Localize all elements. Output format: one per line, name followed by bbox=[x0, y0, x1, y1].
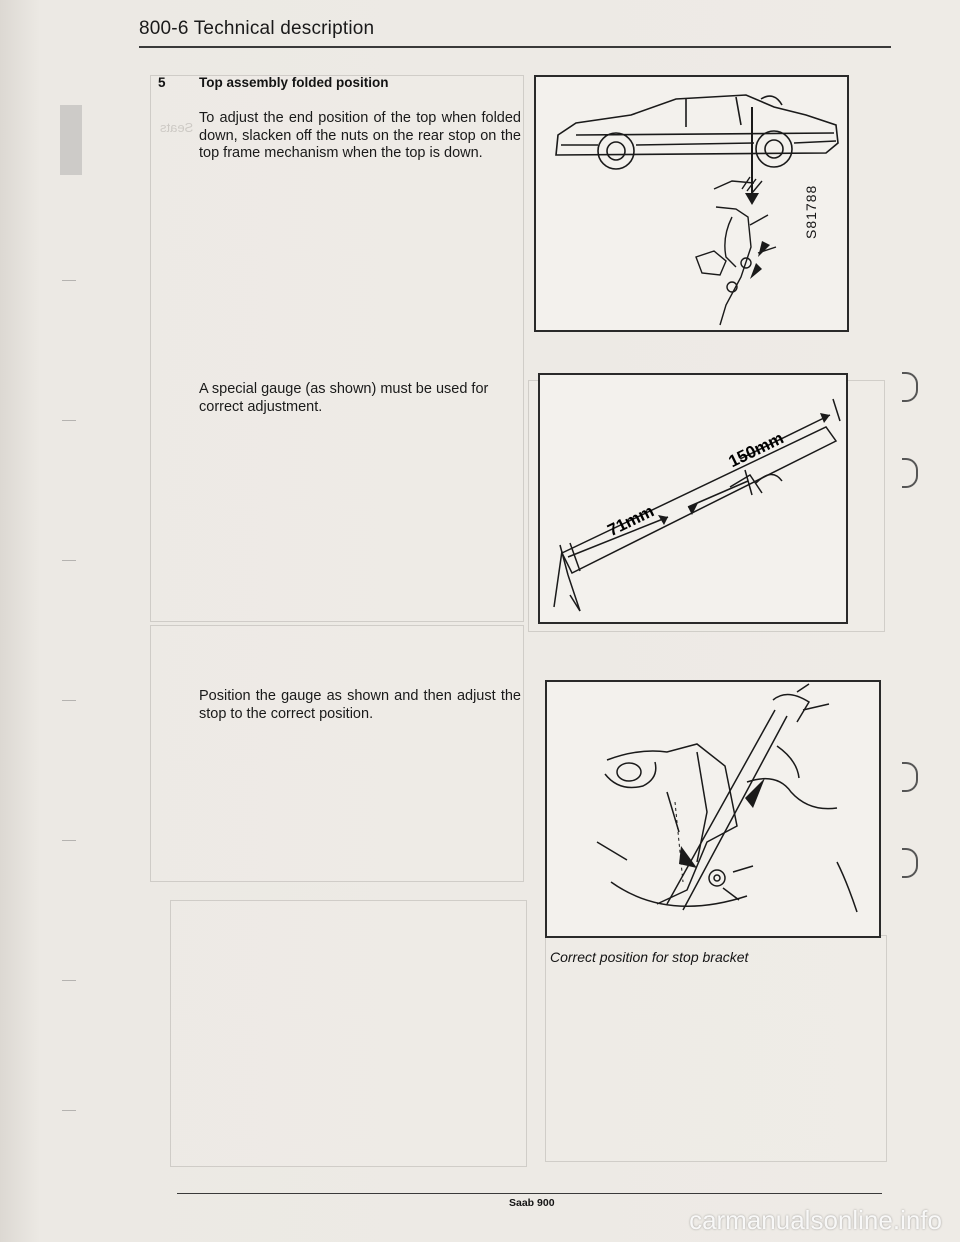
figure-code: S81788 bbox=[803, 184, 819, 239]
binder-mark bbox=[60, 105, 82, 175]
paragraph-special-gauge: A special gauge (as shown) must be used for correct adjustment. bbox=[199, 381, 489, 415]
figure-caption: Correct position for stop bracket bbox=[550, 949, 749, 965]
binder-clip bbox=[902, 372, 918, 402]
binder-tick bbox=[62, 980, 76, 981]
footer-rule bbox=[177, 1193, 882, 1194]
reverse-side-panel bbox=[545, 935, 887, 1162]
figure-gauge bbox=[538, 373, 848, 624]
binder-tick bbox=[62, 560, 76, 561]
watermark: carmanualsonline.info bbox=[689, 1205, 942, 1235]
reverse-side-panel bbox=[150, 625, 524, 882]
paragraph-position-gauge: Position the gauge as shown and then adjust the stop to the correct position. bbox=[199, 688, 521, 722]
binder-tick bbox=[62, 420, 76, 421]
gauge-label-71: 71mm bbox=[604, 501, 658, 541]
show-through-text: Seats bbox=[160, 120, 194, 135]
figure-stop-bracket bbox=[545, 680, 881, 938]
binder-clip bbox=[902, 762, 918, 792]
binder-tick bbox=[62, 700, 76, 701]
figure-car-top-folded bbox=[534, 75, 849, 332]
reverse-side-panel bbox=[170, 900, 527, 1167]
section-number: 5 bbox=[158, 75, 166, 90]
page-header-title: 800-6 Technical description bbox=[139, 18, 375, 39]
footer-model: Saab 900 bbox=[509, 1197, 555, 1209]
section-title: Top assembly folded position bbox=[199, 75, 389, 90]
header-rule bbox=[139, 46, 891, 48]
gauge-label-150: 150mm bbox=[725, 428, 787, 472]
stop-bracket-illustration bbox=[547, 682, 879, 936]
binder-tick bbox=[62, 1110, 76, 1111]
gauge-illustration bbox=[540, 375, 846, 622]
car-illustration bbox=[536, 77, 847, 330]
binder-tick bbox=[62, 280, 76, 281]
binder-clip bbox=[902, 458, 918, 488]
binder-tick bbox=[62, 840, 76, 841]
paragraph-adjust-end-position: To adjust the end position of the top when folded down, slacken off the nuts on the rear stop on the top frame mechanism when the top is down. bbox=[199, 110, 521, 161]
binder-clip bbox=[902, 848, 918, 878]
